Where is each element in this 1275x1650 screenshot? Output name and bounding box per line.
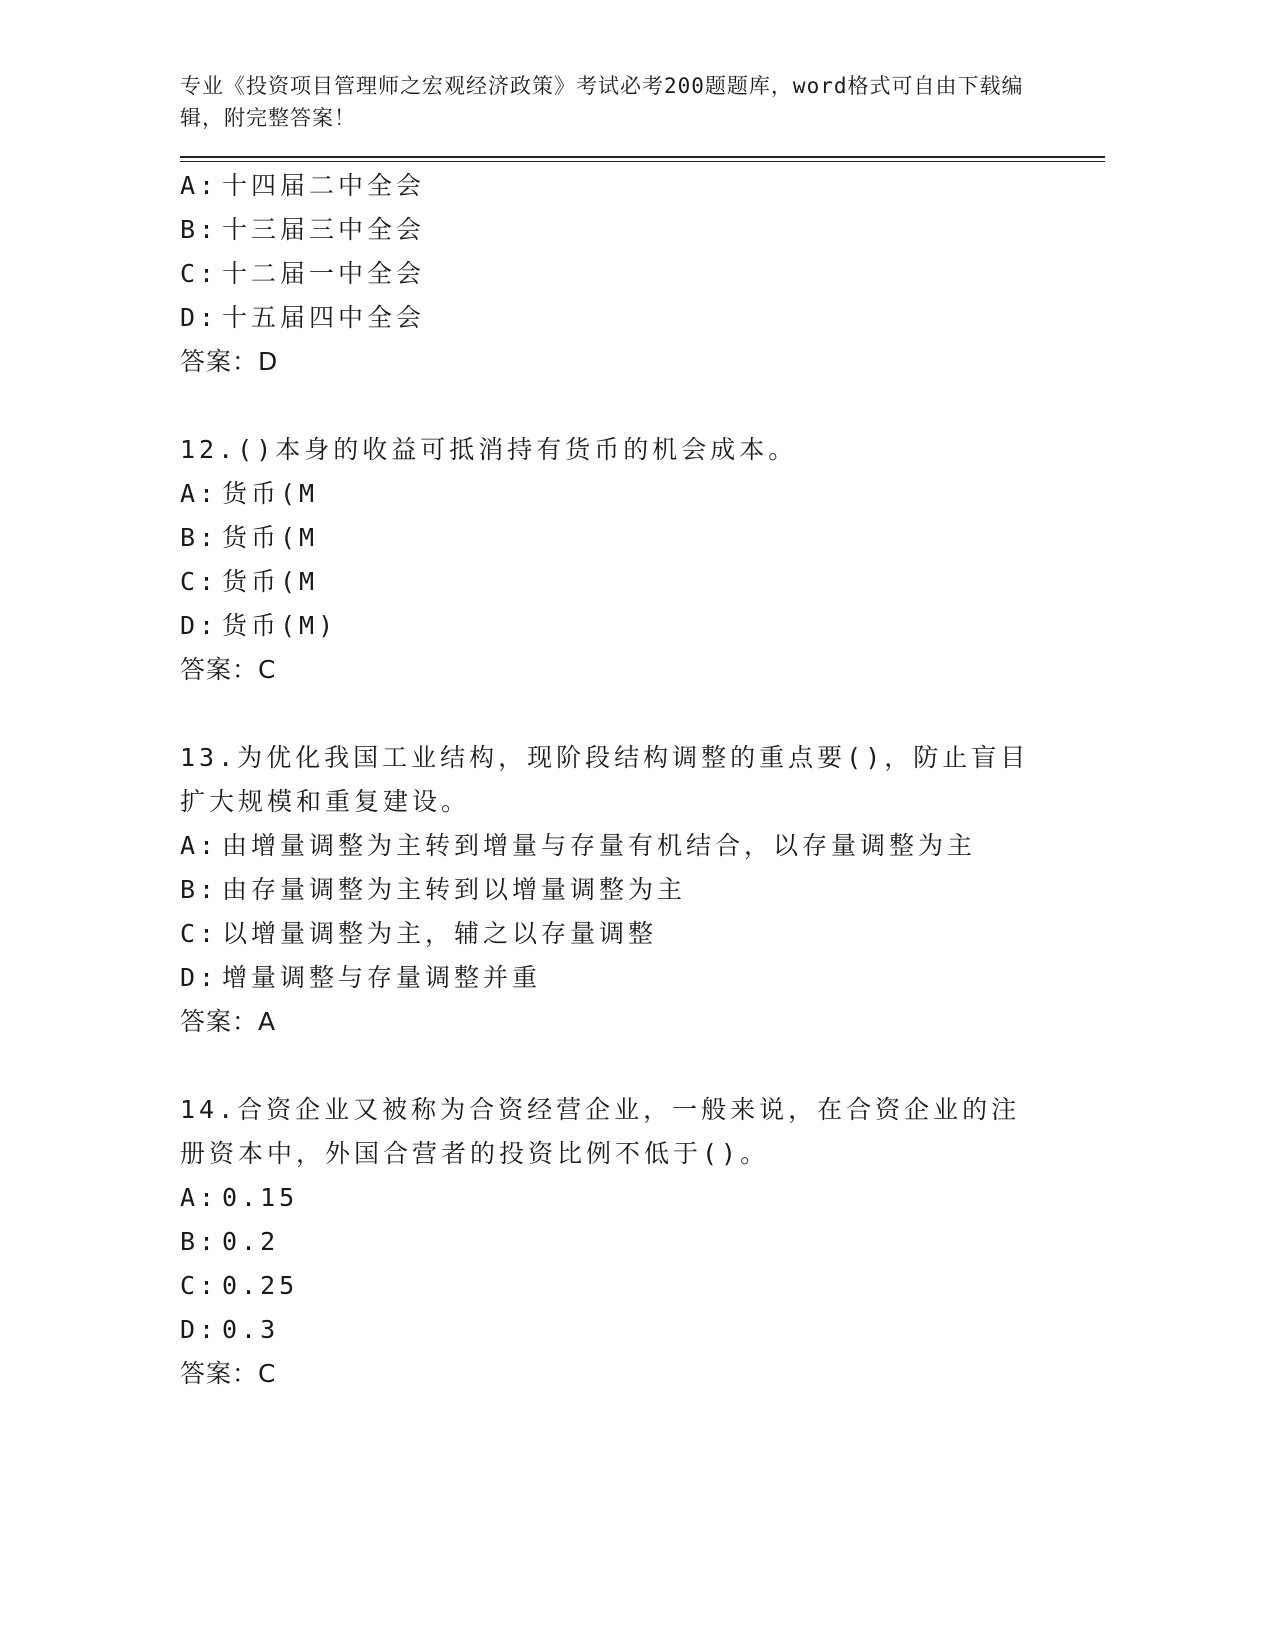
option-text: 货币(M — [222, 479, 319, 508]
option-key: C: — [180, 567, 219, 596]
option-key: B: — [180, 875, 219, 904]
option-text: 十二届一中全会 — [222, 259, 426, 288]
answer-line: 答案：C — [180, 1359, 277, 1388]
document-page — [180, 70, 1105, 1396]
answer-line: 答案：A — [180, 1007, 277, 1036]
option-d — [180, 604, 1105, 648]
option-a — [180, 1176, 1105, 1220]
option-text: 货币(M) — [222, 611, 338, 640]
document-header: 专业《投资项目管理师之宏观经济政策》考试必考200题题库，word格式可自由下载编辑，附完整答案！ — [180, 74, 1024, 130]
option-text: 十三届三中全会 — [222, 215, 426, 244]
option-c — [180, 912, 1105, 956]
question-stem: 13.为优化我国工业结构，现阶段结构调整的重点要()，防止盲目扩大规模和重复建设。 — [180, 743, 1030, 816]
option-d — [180, 956, 1105, 1000]
option-text: 由增量调整为主转到增量与存量有机结合，以存量调整为主 — [222, 831, 977, 860]
option-text: 十四届二中全会 — [222, 171, 426, 200]
option-text: 货币(M — [222, 567, 319, 596]
option-a — [180, 472, 1105, 516]
option-b — [180, 516, 1105, 560]
option-b — [180, 1220, 1105, 1264]
option-text: 增量调整与存量调整并重 — [222, 963, 542, 992]
option-text: 以增量调整为主，辅之以存量调整 — [222, 919, 658, 948]
option-text: 由存量调整为主转到以增量调整为主 — [222, 875, 687, 904]
question-block-continued — [180, 164, 1105, 384]
option-d — [180, 1308, 1105, 1352]
option-key: C: — [180, 919, 219, 948]
option-key: B: — [180, 215, 219, 244]
option-a — [180, 164, 1105, 208]
option-a — [180, 824, 1105, 868]
question-stem: 14.合资企业又被称为合资经营企业，一般来说，在合资企业的注册资本中，外国合营者的投资比例不低于()。 — [180, 1095, 1021, 1168]
option-key: D: — [180, 963, 219, 992]
question-stem: 12.()本身的收益可抵消持有货币的机会成本。 — [180, 435, 798, 464]
option-key: B: — [180, 1227, 219, 1256]
option-text: 十五届四中全会 — [222, 303, 426, 332]
question-block-14 — [180, 1088, 1105, 1396]
answer-line: 答案：D — [180, 347, 279, 376]
option-text: 0.2 — [222, 1227, 280, 1256]
option-b — [180, 208, 1105, 252]
option-key: A: — [180, 479, 219, 508]
option-key: C: — [180, 259, 219, 288]
question-block-12 — [180, 428, 1105, 692]
option-d — [180, 296, 1105, 340]
option-key: D: — [180, 611, 219, 640]
option-c — [180, 1264, 1105, 1308]
option-key: D: — [180, 1315, 219, 1344]
option-key: C: — [180, 1271, 219, 1300]
option-key: D: — [180, 303, 219, 332]
option-c — [180, 560, 1105, 604]
answer-line: 答案：C — [180, 655, 277, 684]
option-b — [180, 868, 1105, 912]
option-key: A: — [180, 831, 219, 860]
question-block-13 — [180, 736, 1105, 1044]
option-text: 0.3 — [222, 1315, 280, 1344]
option-c — [180, 252, 1105, 296]
option-text: 0.25 — [222, 1271, 299, 1300]
option-key: A: — [180, 171, 219, 200]
option-text: 货币(M — [222, 523, 319, 552]
option-text: 0.15 — [222, 1183, 299, 1212]
option-key: A: — [180, 1183, 219, 1212]
option-key: B: — [180, 523, 219, 552]
header-divider — [180, 156, 1105, 158]
